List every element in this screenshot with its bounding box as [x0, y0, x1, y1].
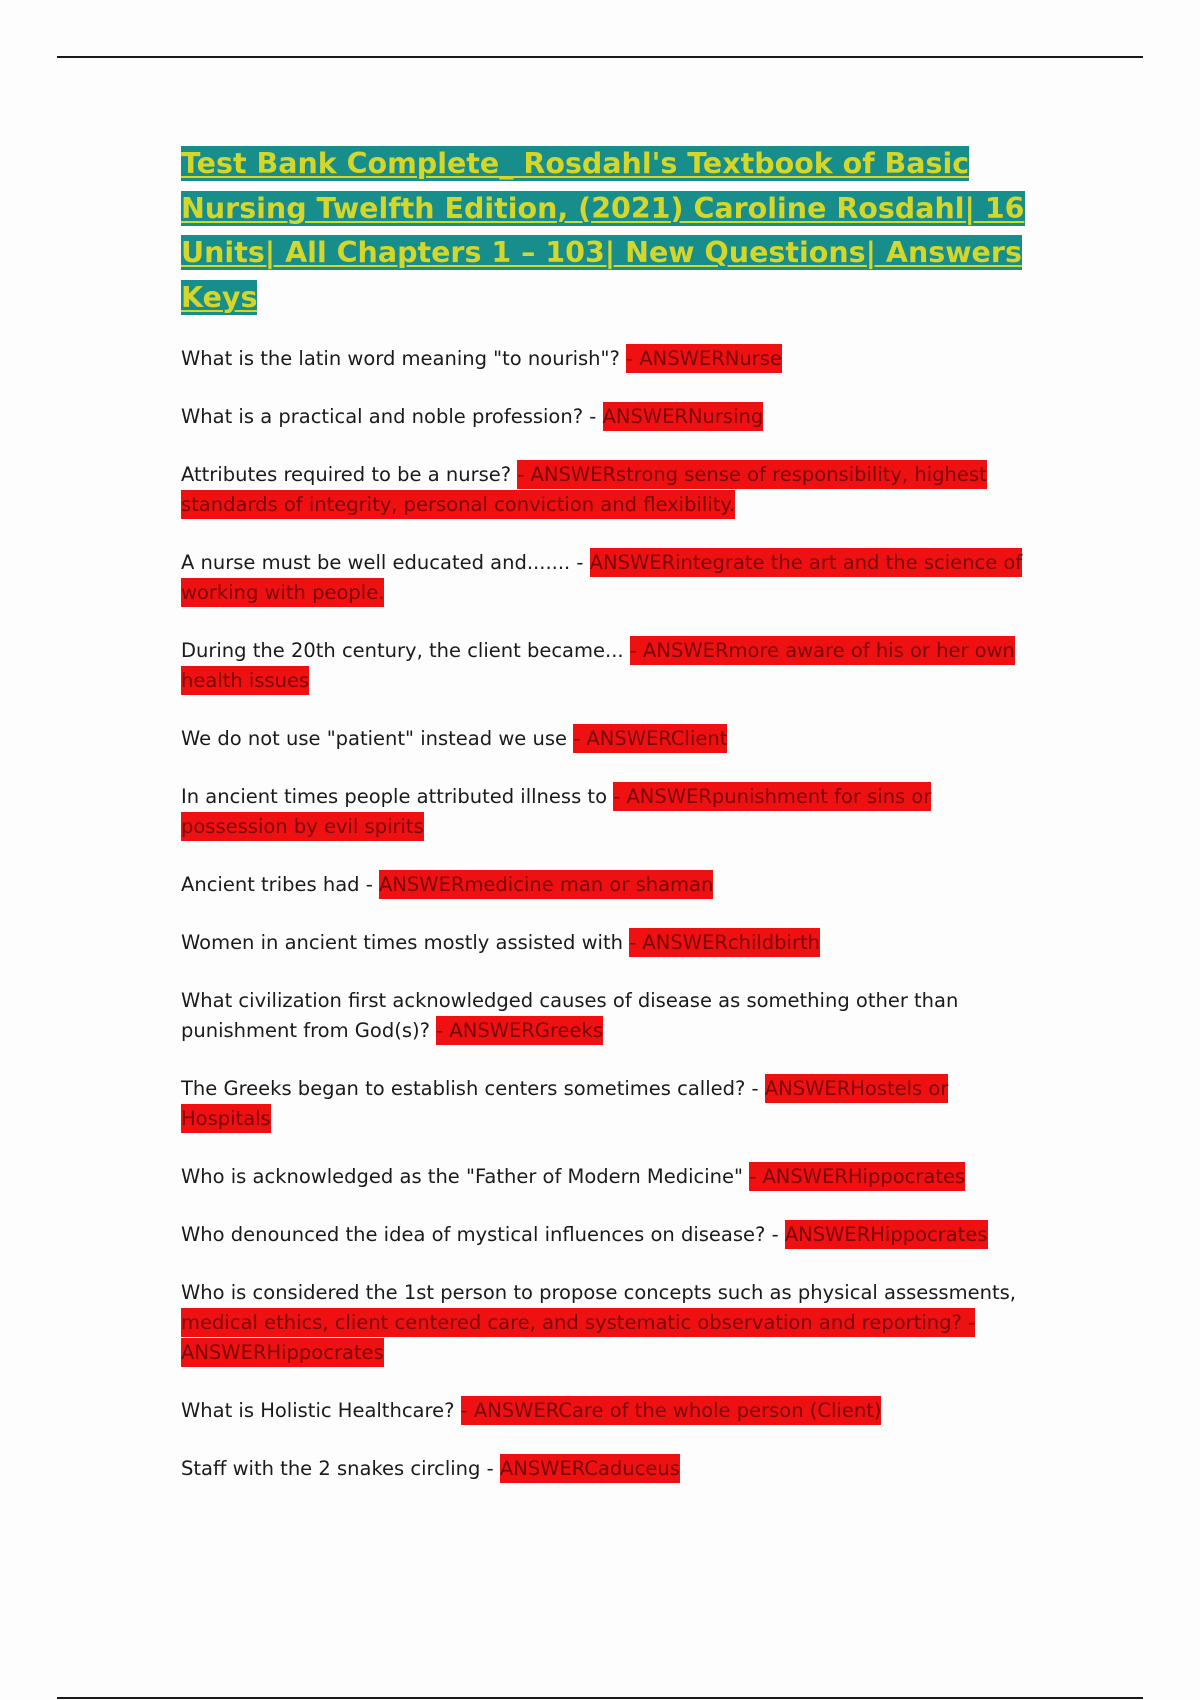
answer-text: medical ethics, client centered care, and systematic observation and reporting? - ANSWERHippocrates — [181, 1308, 975, 1367]
qa-item-1 — [181, 344, 1026, 374]
question-text: What civilization first acknowledged causes of disease as something other than punishment from God(s)? — [181, 989, 959, 1042]
question-text: Who denounced the idea of mystical influences on disease? - — [181, 1223, 785, 1246]
answer-text: - ANSWERchildbirth — [629, 928, 820, 957]
answer-text: - ANSWERmore aware of his or her own health issues — [181, 636, 1015, 695]
qa-item-3 — [181, 460, 1026, 520]
question-text: What is a practical and noble profession? - — [181, 405, 603, 428]
qa-item-7 — [181, 782, 1026, 842]
top-page-rule — [57, 56, 1143, 58]
question-text: Women in ancient times mostly assisted with — [181, 931, 630, 954]
qa-item-12 — [181, 1162, 1026, 1192]
answer-text: - ANSWERpunishment for sins or possession by evil spirits — [181, 782, 931, 841]
answer-text: - ANSWERGreeks — [436, 1016, 603, 1045]
answer-text: ANSWERNursing — [603, 402, 764, 431]
question-text: What is Holistic Healthcare? — [181, 1399, 461, 1422]
answer-text: - ANSWERCare of the whole person (Client) — [461, 1396, 882, 1425]
answer-text: - ANSWERstrong sense of responsibility, highest standards of integrity, personal conviction and flexibility. — [181, 460, 987, 519]
question-text: Attributes required to be a nurse? — [181, 463, 518, 486]
qa-item-9 — [181, 928, 1026, 958]
qa-item-15 — [181, 1396, 1026, 1426]
question-text: During the 20th century, the client became... — [181, 639, 630, 662]
question-text: We do not use "patient" instead we use — [181, 727, 574, 750]
answer-text: ANSWERmedicine man or shaman — [379, 870, 713, 899]
qa-item-2 — [181, 402, 1026, 432]
question-text: Ancient tribes had - — [181, 873, 379, 896]
qa-item-13 — [181, 1220, 1026, 1250]
qa-item-6 — [181, 724, 1026, 754]
question-text: Who is acknowledged as the "Father of Modern Medicine" — [181, 1165, 750, 1188]
qa-item-4 — [181, 548, 1026, 608]
qa-item-5 — [181, 636, 1026, 696]
question-text: The Greeks began to establish centers sometimes called? - — [181, 1077, 765, 1100]
answer-text: - ANSWERHippocrates — [749, 1162, 965, 1191]
qa-item-11 — [181, 1074, 1026, 1134]
question-text: A nurse must be well educated and....... - — [181, 551, 590, 574]
document-title — [181, 142, 1026, 320]
qa-item-10 — [181, 986, 1026, 1046]
question-text: What is the latin word meaning "to nourish"? — [181, 347, 627, 370]
document-title-text: Test Bank Complete_ Rosdahl's Textbook of Basic Nursing Twelfth Edition, (2021) Caroline Rosdahl| 16 Units| All Chapters 1 – 103| New Questions| Answers Keys — [181, 147, 1025, 314]
qa-item-16 — [181, 1454, 1026, 1484]
answer-text: ANSWERHostels or Hospitals — [181, 1074, 948, 1133]
answer-text: ANSWERCaduceus — [500, 1454, 680, 1483]
qa-item-14 — [181, 1278, 1026, 1368]
question-text: Staff with the 2 snakes circling - — [181, 1457, 500, 1480]
bottom-page-rule — [57, 1697, 1143, 1699]
document-body — [181, 142, 1026, 1512]
qa-item-8 — [181, 870, 1026, 900]
answer-text: - ANSWERClient — [573, 724, 727, 753]
question-text: In ancient times people attributed illness to — [181, 785, 614, 808]
answer-text: ANSWERHippocrates — [785, 1220, 988, 1249]
answer-text: - ANSWERNurse — [626, 344, 782, 373]
answer-text: ANSWERintegrate the art and the science of working with people. — [181, 548, 1022, 607]
question-text: Who is considered the 1st person to propose concepts such as physical assessments, — [181, 1281, 1016, 1304]
